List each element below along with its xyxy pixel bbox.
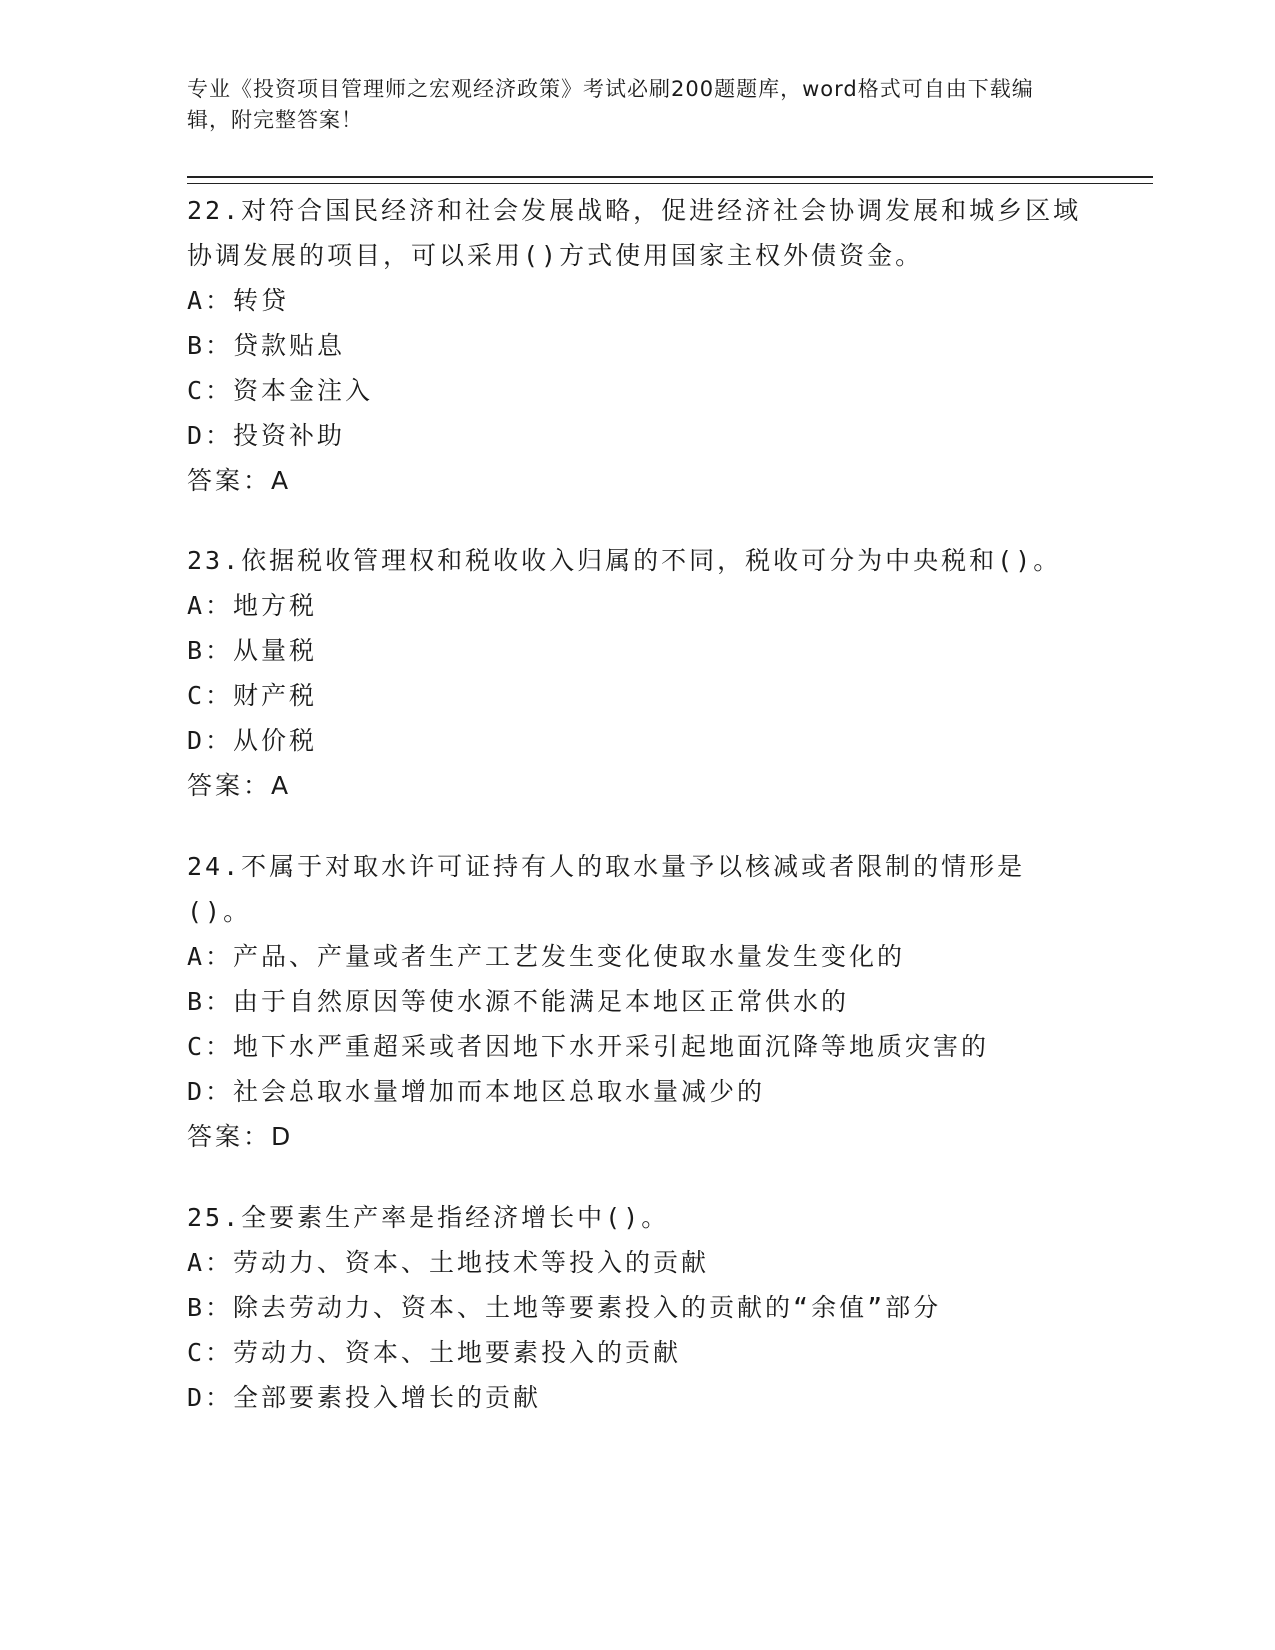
question-24 bbox=[187, 844, 1087, 1159]
answer-label: 答案： bbox=[187, 466, 272, 495]
answer-label: 答案： bbox=[187, 1122, 272, 1151]
option-c: C：资本金注入 bbox=[187, 376, 374, 405]
header-divider-thick bbox=[187, 176, 1153, 178]
option-a: A：地方税 bbox=[187, 591, 318, 620]
answer-value: D bbox=[271, 1122, 292, 1151]
question-stem: 23.依据税收管理权和税收收入归属的不同，税收可分为中央税和()。 bbox=[187, 546, 1062, 575]
answer-line bbox=[187, 1114, 1087, 1159]
option-b: B：由于自然原因等使水源不能满足本地区正常供水的 bbox=[187, 987, 850, 1016]
option-a: A：产品、产量或者生产工艺发生变化使取水量发生变化的 bbox=[187, 942, 906, 971]
option-a: A：劳动力、资本、土地技术等投入的贡献 bbox=[187, 1248, 710, 1277]
question-stem: 22.对符合国民经济和社会发展战略，促进经济社会协调发展和城乡区域协调发展的项目，可以采用()方式使用国家主权外债资金。 bbox=[187, 196, 1082, 270]
document-header: 专业《投资项目管理师之宏观经济政策》考试必刷200题题库，word格式可自由下载编辑，附完整答案！ bbox=[187, 77, 1034, 132]
answer-line bbox=[187, 763, 1087, 808]
answer-value: A bbox=[271, 466, 290, 495]
option-d: D：全部要素投入增长的贡献 bbox=[187, 1383, 542, 1412]
question-stem: 25.全要素生产率是指经济增长中()。 bbox=[187, 1203, 670, 1232]
header-divider-thin bbox=[187, 183, 1153, 184]
option-d: D：投资补助 bbox=[187, 421, 346, 450]
question-stem: 24.不属于对取水许可证持有人的取水量予以核减或者限制的情形是()。 bbox=[187, 852, 1026, 926]
option-d: D：社会总取水量增加而本地区总取水量减少的 bbox=[187, 1077, 766, 1106]
answer-line bbox=[187, 458, 1087, 503]
option-b: B：贷款贴息 bbox=[187, 331, 346, 360]
option-b: B：除去劳动力、资本、土地等要素投入的贡献的“余值”部分 bbox=[187, 1293, 942, 1322]
option-c: C：地下水严重超采或者因地下水开采引起地面沉降等地质灾害的 bbox=[187, 1032, 990, 1061]
question-25 bbox=[187, 1195, 1087, 1420]
answer-label: 答案： bbox=[187, 771, 272, 800]
option-b: B：从量税 bbox=[187, 636, 318, 665]
question-23 bbox=[187, 538, 1087, 808]
answer-value: A bbox=[271, 771, 290, 800]
question-22 bbox=[187, 188, 1087, 503]
option-c: C：劳动力、资本、土地要素投入的贡献 bbox=[187, 1338, 682, 1367]
option-c: C：财产税 bbox=[187, 681, 318, 710]
option-d: D：从价税 bbox=[187, 726, 318, 755]
option-a: A：转贷 bbox=[187, 286, 290, 315]
